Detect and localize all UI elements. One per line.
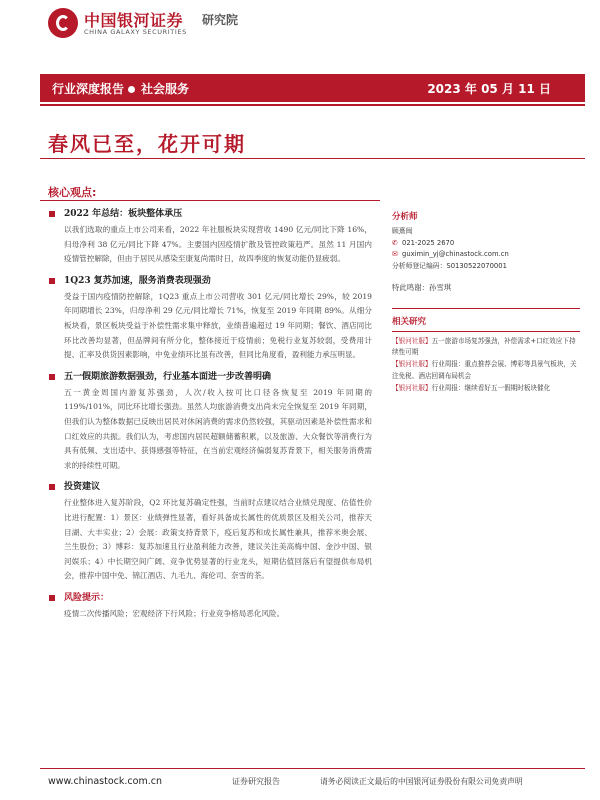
- analyst-email[interactable]: [392, 249, 580, 261]
- section-heading: [64, 370, 372, 384]
- section-risk-warning: [64, 591, 372, 622]
- section-heading: [64, 274, 372, 288]
- section-heading-text: 投资建议: [64, 482, 101, 493]
- contributor: [392, 282, 580, 294]
- related-tag: 【银河社服】: [392, 360, 432, 369]
- sidebar: [392, 210, 580, 394]
- phone-number: 021-2025 2670: [402, 238, 455, 247]
- bullet-icon: [49, 374, 55, 380]
- phone-icon: ✆: [392, 238, 398, 247]
- related-heading: 相关研究: [392, 316, 427, 327]
- section-heading-text: 2022 年总结：板块整体承压: [64, 209, 183, 219]
- banner-underline: [40, 104, 585, 106]
- bullet-icon: [49, 484, 55, 490]
- related-tag: 【银河社服】: [392, 383, 432, 392]
- section-paragraph: 疫情二次传播风险；宏观经济下行风险；行业竞争格局恶化风险。: [64, 608, 285, 618]
- section-2022-summary: [64, 207, 372, 267]
- section-heading: [64, 591, 372, 605]
- sidebar-rule: [392, 308, 580, 309]
- footer-disclaimer: 请务必阅读正文最后的中国银河证券股份有限公司免责声明: [320, 777, 523, 786]
- bullet-icon: [49, 595, 55, 601]
- cert-label: 分析师登记编码：: [392, 261, 447, 270]
- related-item[interactable]: [392, 383, 580, 395]
- section-heading-text: 1Q23 复苏加速，服务消费表现强劲: [64, 275, 211, 286]
- bullet-icon: [49, 278, 55, 284]
- analyst-phone: [392, 238, 580, 250]
- related-text: 五一旅游市场复苏强劲，补偿需求+口红效应下持续性可期: [392, 336, 576, 357]
- institute-label: 研究院: [202, 13, 239, 27]
- email-address: guximin_yj@chinastock.com.cn: [402, 250, 509, 258]
- section-heading: [64, 207, 372, 221]
- related-tag: 【银河社服】: [392, 336, 432, 345]
- logo-chinese-name: 中国银河证券: [84, 11, 184, 30]
- section-paragraph: 受益于国内疫情防控解除，1Q23 重点上市公司营收 301 亿元/同比增长 29%，较 2019 年同期增长 23%，归母净利 29 亿元/同比增长 71%，恢复至 2019 年同期 89%。从细分板块看，景区板块受益于补偿性需求集中释放，业绩普遍超过 19 年同期；餐饮、酒店同比环比改善均显著，但品牌间有所分化，整体接近于疫情前；免税行业复苏较弱，受费用计提、汇率及供货因素影响，中免业绩环比虽有改善，但同比角度看，盈利能力承压明显。: [64, 291, 372, 360]
- report-type: 行业深度报告: [52, 82, 125, 96]
- analyst-cert: [392, 261, 580, 273]
- contributor-name: 孙雪琪: [428, 283, 452, 292]
- section-heading: [64, 480, 372, 494]
- key-points-body: [64, 207, 372, 628]
- analyst-heading: 分析师: [392, 212, 418, 222]
- related-item[interactable]: [392, 359, 580, 383]
- mail-icon: ✉: [392, 250, 398, 258]
- section-may-day-travel: [64, 370, 372, 474]
- section-paragraph: 五一黄金周国内游复苏强劲，人次/收入按可比口径各恢复至 2019 年同期的 119%/101%，同比环比增长强劲。虽然人均旅游消费支出尚未完全恢复至 2019 年同期，但我们认为整体数据已反映出居民对休闲消费的需求仍然较强，其驱动因素是补偿性需求和口红效应的共振。我们认为，考虑国内居民超额储蓄积累，以及旅游、大众餐饮等消费行为具有低频、支出适中、获得感强等特征，在当前宏观经济偏弱复苏背景下，相关服务消费需求的持续性可期。: [64, 387, 372, 470]
- report-date: 2023 年 05 月 11 日: [427, 82, 551, 96]
- sidebar-rule: [392, 331, 580, 332]
- section-investment-advice: [64, 480, 372, 584]
- galaxy-logo-icon: [48, 8, 78, 38]
- bullet-icon: [49, 211, 55, 217]
- logo-english-name: CHINA GALAXY SECURITIES: [84, 28, 187, 36]
- key-points-rule: [40, 200, 380, 201]
- title-rule: [40, 158, 585, 159]
- key-points-label: 核心观点:: [48, 186, 97, 199]
- banner-category: [52, 80, 189, 97]
- section-heading-text: 风险提示：: [64, 592, 110, 603]
- sector-name: 社会服务: [141, 82, 190, 96]
- section-paragraph: 行业整体进入复苏阶段，Q2 环比复苏确定性强，当前时点建议结合业绩兑现度、估值性价比进行配置：1）景区：业绩弹性显著，看好具备成长属性的优质景区及相关公司，推荐天目湖、大丰实业；2）会展：政策支持背景下，疫后复苏和成长属性兼具，推荐米奥会展、兰生股份；3）博彩：复苏加速且行业盈利能力改善，建议关注美高梅中国、金沙中国、银河娱乐；4）中长期空间广阔、竞争优势显著的行业龙头，短期估值回落后有望提供布局机会，推荐中国中免、锦江酒店、九毛九、海伦司、奈雪的茶。: [64, 498, 372, 581]
- related-text: 行业周报：重点推荐会展、博彩等具景气板块，关注免税、酒店回调布局机会: [392, 360, 577, 380]
- section-paragraph: 以我们选取的重点上市公司来看，2022 年社服板块实现营收 1490 亿元/同比下降 16%，归母净利 38 亿元/同比下降 47%。主要国内因疫情扩散及管控政策趋严。虽然 11 月国内疫情管控解除，但由于居民从感染至康复尚需时日，故四季度的恢复动能仍显疲弱。: [64, 225, 372, 264]
- section-heading-text: 五一假期旅游数据强劲，行业基本面进一步改善明确: [64, 371, 272, 382]
- report-banner: [40, 74, 585, 102]
- footer-report-type: 证券研究报告: [232, 777, 280, 786]
- footer-url[interactable]: www.chinastock.com.cn: [48, 776, 162, 787]
- related-item[interactable]: [392, 336, 580, 360]
- footer-rule: [40, 768, 585, 769]
- section-1q23-recovery: [64, 274, 372, 363]
- cert-number: S0130522070001: [446, 261, 507, 270]
- contributor-label: 特此鸣谢：: [392, 283, 429, 292]
- report-title: 春风已至，花开可期: [48, 132, 246, 156]
- related-text: 行业周报：继续看好五一假期时板块催化: [431, 383, 551, 392]
- analyst-name: 顾熹闽: [392, 227, 413, 235]
- dot-icon: [128, 86, 135, 93]
